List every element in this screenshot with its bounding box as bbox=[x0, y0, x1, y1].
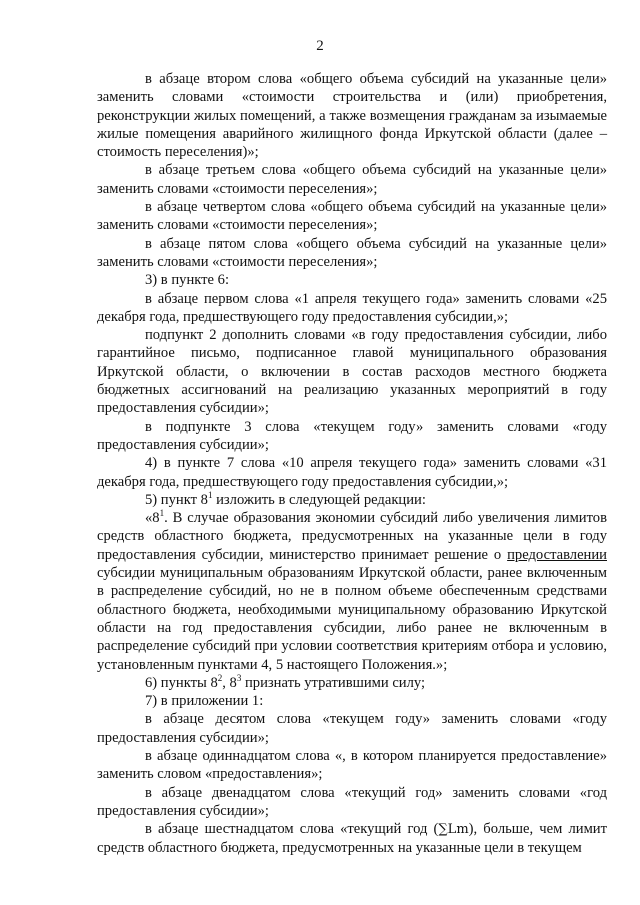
text: изложить в следующей редакции: bbox=[212, 491, 426, 508]
underlined-text: предоставлении bbox=[507, 546, 607, 563]
paragraph: в абзаце четвертом слова «общего объема субсидий на указанные цели» заменить словами «стоимости переселения»; bbox=[97, 199, 607, 234]
text: 5) пункт 8 bbox=[145, 491, 208, 508]
paragraph: в абзаце третьем слова «общего объема субсидий на указанные цели» заменить словами «стоимости переселения»; bbox=[97, 162, 607, 197]
paragraph-item-7: 7) в приложении 1: bbox=[145, 693, 264, 710]
superscript: 2 bbox=[217, 672, 223, 683]
paragraph: в абзаце десятом слова «текущем году» заменить словами «году предоставления субсидии»; bbox=[97, 711, 607, 746]
paragraph-last bbox=[97, 820, 607, 858]
paragraph: в абзаце пятом слова «общего объема субсидий на указанные цели» заменить словами «стоимости переселения»; bbox=[97, 235, 607, 270]
paragraph: в абзаце одиннадцатом слова «, в котором планируется предоставление» заменить словом «предоставления»; bbox=[97, 747, 607, 783]
superscript: 1 bbox=[159, 508, 165, 519]
paragraph: в абзаце двенадцатом слова «текущий год» заменить словами «год предоставления субсидии»; bbox=[97, 784, 607, 819]
paragraph: в абзаце первом слова «1 апреля текущего года» заменить словами «25 декабря года, предшествующего году предоставления субсидии,»; bbox=[97, 290, 607, 325]
superscript: 3 bbox=[236, 672, 242, 683]
text: 6) пункты 8 bbox=[145, 674, 218, 691]
text: , 8 bbox=[222, 674, 237, 691]
paragraph-item-5 bbox=[97, 491, 607, 509]
page-number: 2 bbox=[316, 38, 324, 54]
paragraph-item-6 bbox=[97, 674, 607, 692]
text: в абзаце шестнадцатом слова «текущий год ( bbox=[145, 821, 439, 838]
paragraph: в подпункте 3 слова «текущем году» заменить словами «году предоставления субсидии»; bbox=[97, 418, 607, 453]
paragraph: подпункт 2 дополнить словами «в году предоставления субсидии, либо гарантийное письмо, подписанное главой муниципального образования Иркутской области, о включении в состав расходов местного бюджета бюджетных ассигнований на реализацию указанных мероприятий в году предоставления субсидии»; bbox=[97, 327, 607, 417]
quoted-paragraph bbox=[97, 509, 607, 674]
paragraph: 4) в пункте 7 слова «10 апреля текущего года» заменить словами «31 декабря года, предшествующего году предоставления субсидии,»; bbox=[97, 455, 607, 490]
text: субсидии муниципальным образованиям Иркутской области, ранее включенным в распределение субсидий, но не в полном объеме обеспеченным средствами областного бюджета, необходимыми муниципальному образованию Иркутской области на год предоставления субсидии, либо ранее не включенным в распределение субсидий при условии соответствия критериям отбора и условию, установленным пунктами 4, 5 настоящего Положения.»; bbox=[97, 565, 607, 673]
formula: ∑Lm bbox=[438, 822, 469, 838]
document-body bbox=[97, 70, 607, 858]
superscript: 1 bbox=[207, 489, 213, 500]
text: . В случае образования экономии субсидий либо увеличения лимитов средств областного бюджета, предусмотренных на указанные цели в году предоставления субсидии, министерство принимает решение о bbox=[97, 510, 607, 563]
text: «8 bbox=[145, 510, 160, 527]
paragraph: 3) в пункте 6: bbox=[145, 272, 230, 289]
text: признать утратившими силу; bbox=[241, 674, 426, 691]
paragraph: в абзаце втором слова «общего объема субсидий на указанные цели» заменить словами «стоимости строительства и (или) приобретения, реконструкции жилых помещений, а также возмещения гражданам за изымаемые жилые помещения аварийного жилищного фонда Иркутской области (далее – стоимость переселения)»; bbox=[97, 71, 607, 161]
text: ), больше, чем лимит средств областного бюджета, предусмотренных на указанные цели в текущем bbox=[97, 821, 607, 857]
